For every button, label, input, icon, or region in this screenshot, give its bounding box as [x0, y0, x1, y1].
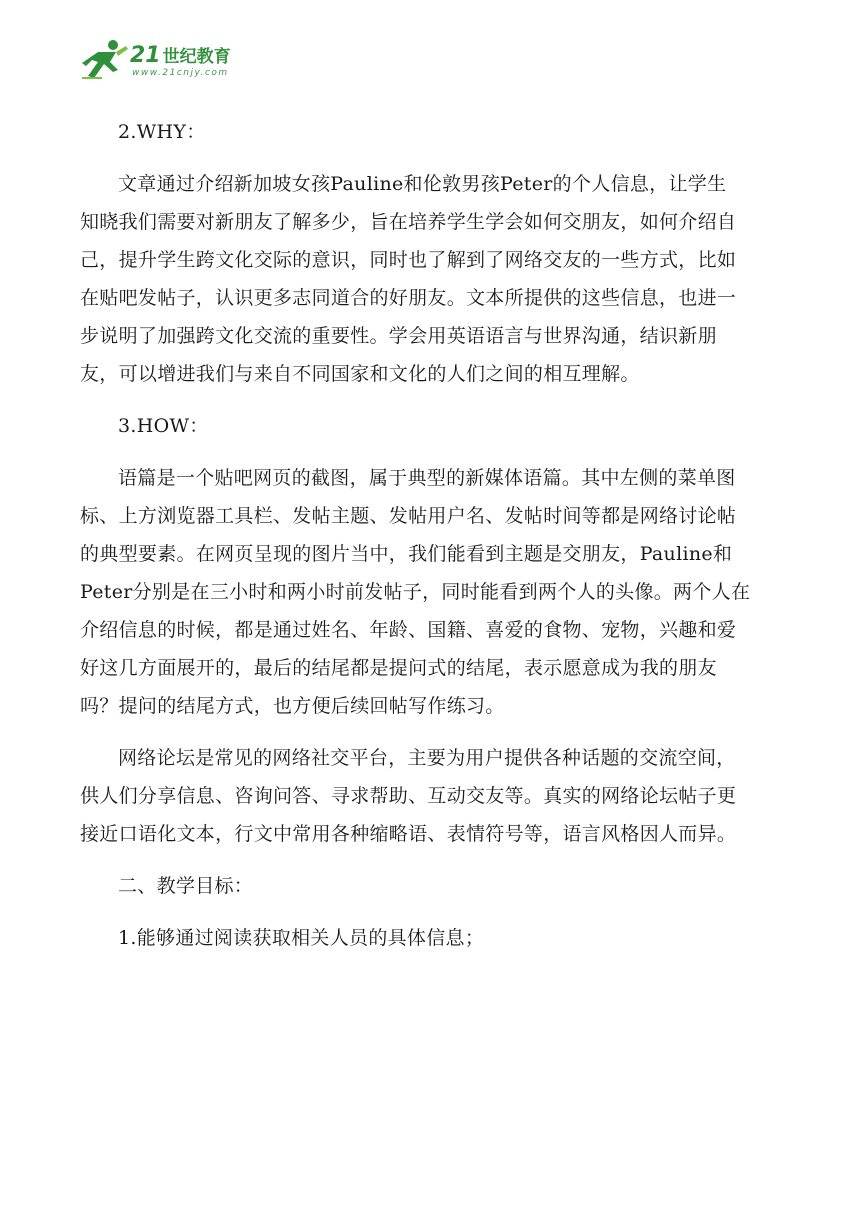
paragraph-why: [80, 165, 780, 393]
paragraph-forum: [80, 739, 780, 853]
text-line: 标、上方浏览器工具栏、发帖主题、发帖用户名、发帖时间等都是网络讨论帖: [80, 505, 737, 527]
heading-teaching-goals: 二、教学目标：: [118, 875, 254, 897]
text-line: 好这几方面展开的，最后的结尾都是提问式的结尾，表示愿意成为我的朋友: [80, 657, 717, 679]
paragraph-how: [80, 459, 780, 725]
text-line: 接近口语化文本，行文中常用各种缩略语、表情符号等，语言风格因人而异。: [80, 823, 737, 845]
text-line: 友，可以增进我们与来自不同国家和文化的人们之间的相互理解。: [80, 363, 640, 385]
text-line: 语篇是一个贴吧网页的截图，属于典型的新媒体语篇。其中左侧的菜单图: [118, 467, 736, 489]
document-body: [80, 113, 780, 971]
text-line: 的典型要素。在网页呈现的图片当中，我们能看到主题是交朋友，Pauline和: [80, 543, 733, 565]
text-line: 介绍信息的时候，都是通过姓名、年龄、国籍、喜爱的食物、宠物，兴趣和爱: [80, 619, 737, 641]
logo-brand: 21 世纪教育: [130, 43, 231, 68]
logo-url: www.21cnjy.com: [132, 68, 229, 78]
heading-how: 3.HOW：: [118, 415, 209, 437]
text-line: 吗？提问的结尾方式，也方便后续回帖写作练习。: [80, 695, 505, 717]
running-man-logo-icon: [80, 38, 130, 82]
text-line: Peter分别是在三小时和两小时前发帖子，同时能看到两个人的头像。两个人在: [80, 581, 751, 603]
text-line: 网络论坛是常见的网络社交平台，主要为用户提供各种话题的交流空间，: [118, 747, 736, 769]
goal-item-1: 1.能够通过阅读获取相关人员的具体信息；: [118, 927, 485, 949]
text-line: 知晓我们需要对新朋友了解多少，旨在培养学生学会如何交朋友，如何介绍自: [80, 211, 737, 233]
text-line: 己，提升学生跨文化交际的意识，同时也了解到了网络交友的一些方式，比如: [80, 249, 737, 271]
logo: [80, 38, 250, 84]
heading-why: 2.WHY：: [118, 121, 206, 143]
text-line: 供人们分享信息、咨询问答、寻求帮助、互动交友等。真实的网络论坛帖子更: [80, 785, 737, 807]
text-line: 在贴吧发帖子，认识更多志同道合的好朋友。文本所提供的这些信息，也进一: [80, 287, 737, 309]
text-line: 步说明了加强跨文化交流的重要性。学会用英语语言与世界沟通，结识新朋: [80, 325, 717, 347]
text-line: 文章通过介绍新加坡女孩Pauline和伦敦男孩Peter的个人信息，让学生: [118, 173, 727, 195]
